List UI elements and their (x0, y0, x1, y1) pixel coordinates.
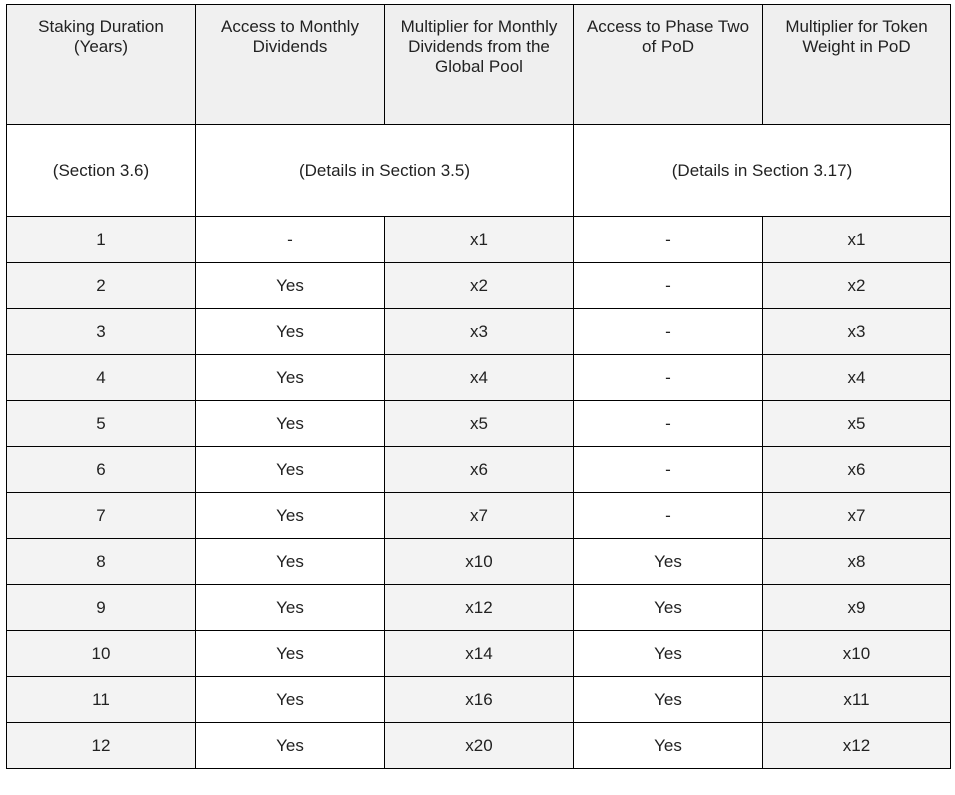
cell-duration: 12 (7, 723, 196, 769)
cell-dividend-access: Yes (196, 401, 385, 447)
cell-duration: 8 (7, 539, 196, 585)
header-multiplier-token-weight: Multiplier for Token Weight in PoD (763, 5, 951, 125)
cell-dividend-multiplier: x7 (385, 493, 574, 539)
cell-pod-access: Yes (574, 723, 763, 769)
cell-token-weight-multiplier: x9 (763, 585, 951, 631)
cell-token-weight-multiplier: x8 (763, 539, 951, 585)
cell-token-weight-multiplier: x12 (763, 723, 951, 769)
cell-pod-access: - (574, 263, 763, 309)
cell-token-weight-multiplier: x5 (763, 401, 951, 447)
cell-token-weight-multiplier: x3 (763, 309, 951, 355)
cell-dividend-access: - (196, 217, 385, 263)
section-ref-duration: (Section 3.6) (7, 125, 196, 217)
cell-token-weight-multiplier: x10 (763, 631, 951, 677)
cell-dividend-multiplier: x6 (385, 447, 574, 493)
table-row (7, 217, 951, 263)
cell-pod-access: - (574, 493, 763, 539)
cell-duration: 5 (7, 401, 196, 447)
table-row (7, 585, 951, 631)
table-row (7, 263, 951, 309)
table-header-row (7, 5, 951, 125)
cell-dividend-multiplier: x14 (385, 631, 574, 677)
header-access-monthly-dividends: Access to Monthly Dividends (196, 5, 385, 125)
table-row (7, 677, 951, 723)
cell-dividend-access: Yes (196, 447, 385, 493)
cell-dividend-access: Yes (196, 355, 385, 401)
cell-dividend-access: Yes (196, 539, 385, 585)
cell-token-weight-multiplier: x11 (763, 677, 951, 723)
cell-dividend-multiplier: x12 (385, 585, 574, 631)
cell-token-weight-multiplier: x2 (763, 263, 951, 309)
table-row (7, 539, 951, 585)
cell-duration: 9 (7, 585, 196, 631)
cell-duration: 7 (7, 493, 196, 539)
cell-pod-access: Yes (574, 539, 763, 585)
cell-duration: 1 (7, 217, 196, 263)
cell-pod-access: Yes (574, 677, 763, 723)
cell-dividend-multiplier: x16 (385, 677, 574, 723)
cell-dividend-multiplier: x10 (385, 539, 574, 585)
cell-token-weight-multiplier: x6 (763, 447, 951, 493)
cell-pod-access: - (574, 309, 763, 355)
cell-token-weight-multiplier: x7 (763, 493, 951, 539)
table-row (7, 631, 951, 677)
cell-duration: 10 (7, 631, 196, 677)
cell-dividend-access: Yes (196, 631, 385, 677)
cell-token-weight-multiplier: x1 (763, 217, 951, 263)
cell-duration: 4 (7, 355, 196, 401)
cell-pod-access: - (574, 401, 763, 447)
cell-pod-access: - (574, 217, 763, 263)
header-access-phase-two-pod: Access to Phase Two of PoD (574, 5, 763, 125)
cell-dividend-multiplier: x20 (385, 723, 574, 769)
cell-dividend-access: Yes (196, 493, 385, 539)
table-row (7, 355, 951, 401)
table-row (7, 447, 951, 493)
cell-dividend-access: Yes (196, 723, 385, 769)
header-multiplier-monthly-dividends: Multiplier for Monthly Dividends from the Global Pool (385, 5, 574, 125)
cell-dividend-access: Yes (196, 677, 385, 723)
staking-table-container (6, 4, 951, 769)
section-ref-pod: (Details in Section 3.17) (574, 125, 951, 217)
cell-dividend-multiplier: x1 (385, 217, 574, 263)
cell-pod-access: - (574, 447, 763, 493)
section-ref-dividends: (Details in Section 3.5) (196, 125, 574, 217)
table-body (7, 217, 951, 769)
cell-dividend-multiplier: x4 (385, 355, 574, 401)
section-reference-row (7, 125, 951, 217)
cell-dividend-multiplier: x5 (385, 401, 574, 447)
cell-dividend-access: Yes (196, 585, 385, 631)
cell-duration: 2 (7, 263, 196, 309)
table-row (7, 401, 951, 447)
cell-pod-access: - (574, 355, 763, 401)
cell-duration: 11 (7, 677, 196, 723)
cell-duration: 6 (7, 447, 196, 493)
cell-pod-access: Yes (574, 585, 763, 631)
table-row (7, 493, 951, 539)
cell-duration: 3 (7, 309, 196, 355)
cell-pod-access: Yes (574, 631, 763, 677)
cell-dividend-access: Yes (196, 263, 385, 309)
table-row (7, 309, 951, 355)
staking-multiplier-table (6, 4, 951, 769)
cell-dividend-multiplier: x2 (385, 263, 574, 309)
cell-dividend-multiplier: x3 (385, 309, 574, 355)
table-row (7, 723, 951, 769)
cell-token-weight-multiplier: x4 (763, 355, 951, 401)
header-staking-duration: Staking Duration (Years) (7, 5, 196, 125)
cell-dividend-access: Yes (196, 309, 385, 355)
